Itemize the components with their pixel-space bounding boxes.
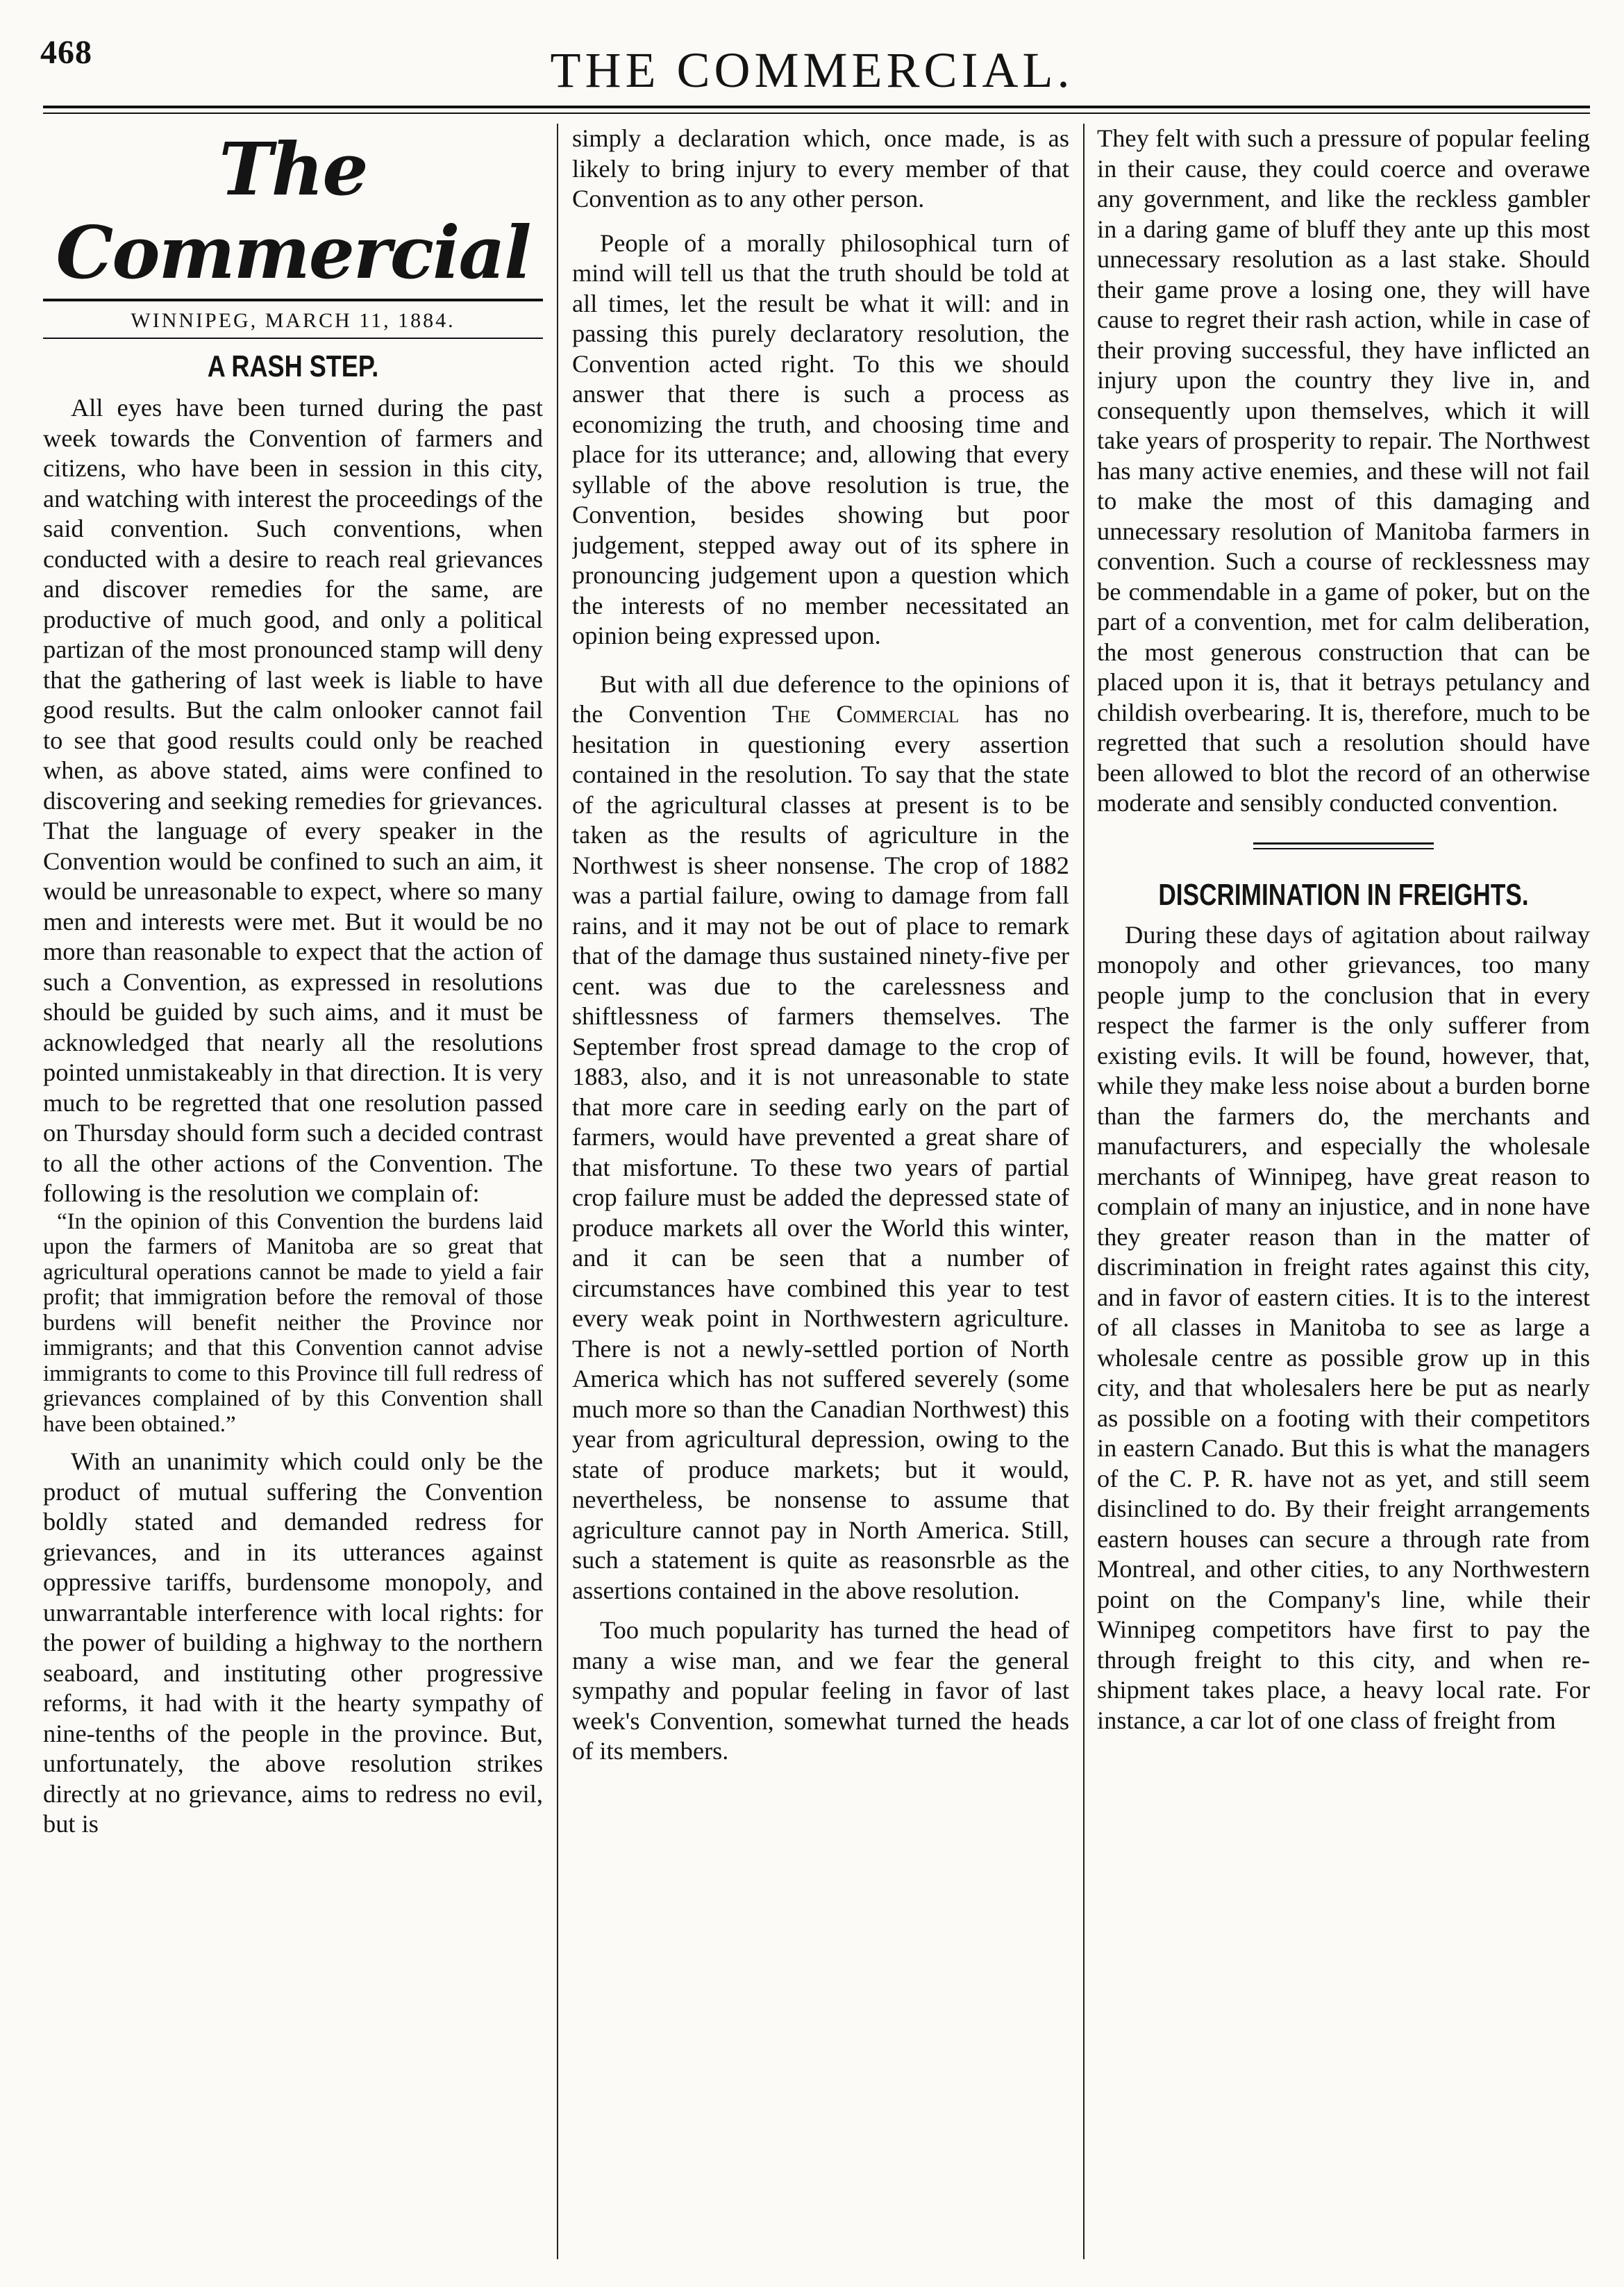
article-separator <box>1253 848 1434 849</box>
column-divider <box>1083 124 1085 2259</box>
top-rule-thin <box>43 113 1590 114</box>
article-paragraph: With an unanimity which could only be the product of mutual suffering the Convention boldly stated and demanded redress for grievances, and in its utterances against oppressive tariffs, burdensome monopoly, and unwarrantable interference with local rights: for the power of building a highway to the northern seaboard, and instituting other progressive reforms, it had with it the hearty sympathy of nine-tenths of the people in the province. But, unfortunately, the above resolution strikes directly at no grievance, aims to redress no evil, but is <box>43 1447 543 1838</box>
article-separator <box>1253 842 1434 845</box>
article-heading: A RASH STEP. <box>207 349 379 383</box>
column-3 <box>1097 124 1590 2263</box>
article-heading: DISCRIMINATION IN FREIGHTS. <box>1158 877 1529 912</box>
column-2 <box>572 124 1069 2263</box>
resolution-quote: “In the opinion of this Convention the burdens laid upon the farmers of Manitoba are so great that agricultural operations cannot be made to yield a fair profit; that immigration before the removal of those burdens will benefit neither the Province nor immigrants; and that this Convention cannot advise immigrants to come to this Province till full redress of grievances complained of by this Convention shall have been obtained.” <box>43 1208 543 1437</box>
column-1 <box>43 124 543 2263</box>
publication-name: The Commercial <box>771 700 960 728</box>
dateline-rule <box>43 338 543 339</box>
article-paragraph: People of a morally philosophical turn of mind will tell us that the truth should be told at all times, let the result be what it will: and in passing this purely declaratory resolution, the Convention acted right. To this we should answer that there is such a process as economizing the truth, and choosing time and place for its utterance; and, allowing that every syllable of the above resolution is true, the Convention, besides showing but poor judgement, stepped away out of its sphere in pronouncing judgement upon a question which the interests of no member necessitated an opinion being expressed upon. <box>572 228 1069 649</box>
masthead-rule <box>43 299 543 301</box>
article-paragraph: But with all due deference to the opinions of the Convention The Commercial has no hesitation in questioning every assertion contained in the resolution. To say that the state of the agricultural classes at present is to be taken as the results of agriculture in the Northwest is sheer nonsense. The crop of 1882 was a partial failure, owing to damage from fall rains, and it may not be out of place to remark that of the damage thus sustained ninety-five per cent. was due to the carelessness and shiftlessness of farmers themselves. The September frost spread damage to the crop of 1883, also, and it is not unreasonable to state that more care in seeding early on the part of farmers, would have prevented a great share of that misfortune. To these two years of partial crop failure must be added the depressed state of produce markets all over the World this winter, and it can be seen that a number of circumstances have combined this year to test every weak point in Northwestern agriculture. There is not a newly-settled portion of North America which has not suffered severely (some much more so than the Canadian Northwest) this year from agricultural depression, owing to the state of produce markets; but it would, nevertheless, be nonsense to assume that agriculture cannot pay in North America. Still, such a statement is quite as reasonsrble as the assertions contained in the above resolution. <box>572 670 1069 1604</box>
top-rule <box>43 106 1590 108</box>
page-number: 468 <box>40 34 92 71</box>
article-paragraph: All eyes have been turned during the past week towards the Convention of farmers and citizens, who have been in session in this city, and watching with interest the proceedings of the said convention. Such conventions, when conducted with a desire to reach real grievances and discover remedies for the same, are productive of much good, and only a political partizan of the most pronounced stamp will deny that the gathering of last week is liable to have good results. But the calm onlooker cannot fail to see that good results could only be reached when, as above stated, aims were confined to discovering and seeking remedies for grievances. That the language of every speaker in the Convention would be confined to such an aim, it would be unreasonable to expect, where so many men and interests were met. But it would be no more than reasonable to expect that the action of such a Convention, as expressed in resolutions should be guided by such aims, and it must be acknowledged that nearly all the resolutions pointed unmistakeably in that direction. It is very much to be regretted that one resolution passed on Thursday should form such a decided contrast to all the other actions of the Convention. The following is the resolution we complain of: <box>43 394 543 1207</box>
article-paragraph: During these days of agitation about railway monopoly and other grievances, too many people jump to the conclusion that in every respect the farmer is the only sufferer from existing evils. It will be found, however, that, while they make less noise about a burden borne than the farmers do, the merchants and manufacturers, and especially the wholesale merchants of Winnipeg, have great reason to complain of many an injustice, and in none have they greater reason than in the matter of discrimination in freight rates against this city, and in favor of eastern cities. It is to the interest of all classes in Manitoba to see as large a wholesale centre as possible grow up in this city, and that wholesalers here be put as nearly as possible on a footing with their competitors in eastern Canado. But this is what the managers of the C. P. R. have not as yet, and still seem disinclined to do. By their freight arrangements eastern houses can secure a through rate from Montreal, and other cities, to any Northwestern point on the Company's line, while their Winnipeg competitors have first to pay the through freight to this city, and when re-shipment takes place, a heavy local rate. For instance, a car lot of one class of freight from <box>1097 920 1590 1734</box>
article-paragraph-continued: simply a declaration which, once made, is as likely to bring injury to every member of that Convention as to any other person. <box>572 124 1069 213</box>
column-divider <box>557 124 558 2259</box>
running-title: THE COMMERCIAL. <box>550 42 1074 98</box>
article-paragraph-continued: They felt with such a pressure of popular feeling in their cause, they could coerce and overawe any government, and like the reckless gambler in a daring game of bluff they ante up this most unnecessary resolution as a last stake. Should their game prove a losing one, they will have cause to regret their rash action, while in case of their proving successful, they have inflicted an injury upon the country they live in, and consequently upon themselves, which it will take years of prosperity to repair. The Northwest has many active enemies, and these will not fail to make the most of this damaging and unnecessary resolution of Manitoba farmers in convention. Such a course of recklessness may be commendable in a game of poker, but on the part of a convention, met for calm deliberation, the most generous construction that can be placed upon it is, that it betrays petulancy and childish overbearing. It is, therefore, much to be regretted that such a resolution should have been allowed to blot the record of an otherwise moderate and sensibly conducted convention. <box>1097 124 1590 817</box>
dateline: WINNIPEG, MARCH 11, 1884. <box>131 309 455 332</box>
article-paragraph: Too much popularity has turned the head of many a wise man, and we fear the general sympathy and popular feeling in favor of last week's Convention, somewhat turned the heads of its members. <box>572 1616 1069 1765</box>
masthead-title: The Commercial <box>56 126 530 295</box>
